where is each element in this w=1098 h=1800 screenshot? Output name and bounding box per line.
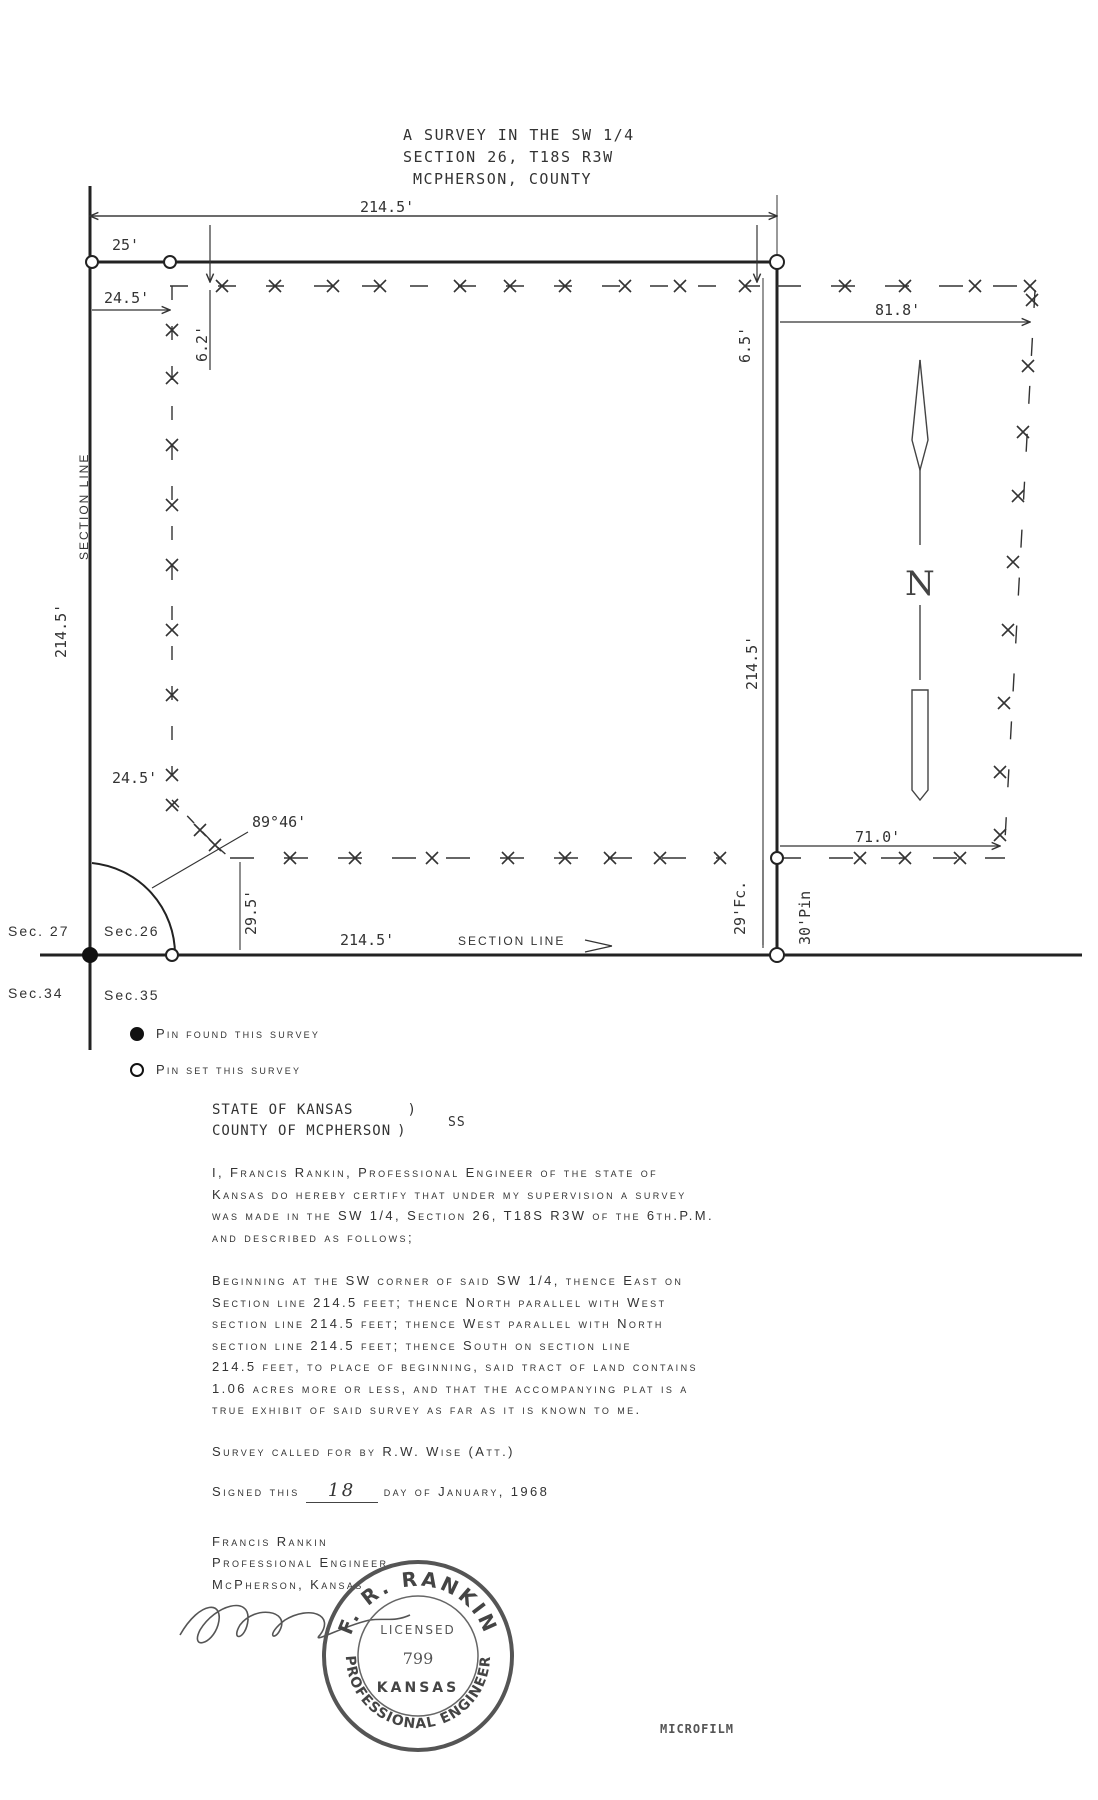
fence-x-mark bbox=[1002, 624, 1014, 636]
fence-x-mark bbox=[714, 852, 726, 864]
fence-x-mark bbox=[1022, 360, 1034, 372]
fence-x-mark bbox=[994, 829, 1006, 841]
dim-inner-offset-top: 24.5' bbox=[104, 289, 150, 307]
desc-line: 214.5 feet, to place of beginning, said tract of land contains bbox=[212, 1359, 698, 1374]
fence-x-mark bbox=[994, 766, 1006, 778]
legend-found bbox=[130, 1026, 320, 1041]
pin-found-icon bbox=[130, 1027, 144, 1041]
signed-line bbox=[212, 1480, 912, 1503]
venue-block: STATE OF KANSAS ) COUNTY OF MCPHERSON ) SS bbox=[212, 1102, 466, 1139]
signer-place: McPherson, Kansas bbox=[212, 1576, 364, 1592]
label-sec34: Sec.34 bbox=[8, 985, 64, 1001]
dim-bottom-total: 214.5' bbox=[340, 931, 395, 949]
fence-x-mark bbox=[426, 852, 438, 864]
cert-line: was made in the SW 1/4, Section 26, T18S R3W of the 6th.P.M. bbox=[212, 1208, 714, 1223]
title-line-2: SECTION 26, T18S R3W bbox=[403, 148, 614, 166]
legend-set bbox=[130, 1062, 301, 1077]
pin-set-ne bbox=[770, 255, 784, 269]
dim-top-total: 214.5' bbox=[360, 198, 415, 216]
dim-east-pin: 30'Pin bbox=[796, 890, 814, 945]
title-line-3: MCPHERSON, COUNTY bbox=[413, 170, 593, 188]
description-paragraph bbox=[212, 1270, 912, 1421]
certification-statement bbox=[212, 1100, 912, 1595]
dim-left-drop: 6.2' bbox=[193, 325, 211, 362]
fence-x-mark bbox=[854, 852, 866, 864]
pin-found-sw bbox=[83, 948, 97, 962]
dim-bottom-ext: 71.0' bbox=[855, 828, 901, 846]
dim-south-setback: 29.5' bbox=[242, 889, 260, 935]
seal-state: KANSAS bbox=[376, 1680, 460, 1696]
pin-set-nw bbox=[86, 256, 98, 268]
fence-x-mark bbox=[969, 280, 981, 292]
title-line-1: A SURVEY IN THE SW 1/4 bbox=[403, 126, 635, 144]
label-section-line-vertical: SECTION LINE bbox=[77, 452, 91, 560]
microfilm-stamp: MICROFILM bbox=[660, 1722, 735, 1736]
dim-sw-offset: 24.5' bbox=[112, 769, 158, 787]
county-label: COUNTY OF MCPHERSON bbox=[212, 1123, 392, 1139]
signer-name: Francis Rankin bbox=[212, 1533, 329, 1549]
dim-east-side: 214.5' bbox=[743, 635, 761, 690]
cert-line: Kansas do hereby certify that under my supervision a survey bbox=[212, 1186, 687, 1202]
fence-x-mark bbox=[998, 697, 1010, 709]
desc-line: section line 214.5 feet; thence West parallel with North bbox=[212, 1316, 664, 1331]
fence-x-mark bbox=[1017, 426, 1029, 438]
ss-label: SS bbox=[448, 1115, 466, 1130]
dim-angle: 89°46' bbox=[252, 813, 307, 831]
fence-x-mark bbox=[674, 280, 686, 292]
legend-set-label: Pin set this survey bbox=[156, 1062, 302, 1077]
north-label: N bbox=[905, 564, 935, 604]
dim-west-side: 214.5' bbox=[52, 603, 70, 658]
label-section-line-horizontal: SECTION LINE bbox=[458, 934, 566, 948]
label-sec27: Sec. 27 bbox=[8, 923, 70, 939]
state-label: STATE OF KANSAS bbox=[212, 1102, 354, 1118]
seal-bottom-text: PROFESSIONAL ENGINEER bbox=[341, 1654, 495, 1733]
signed-prefix: Signed this bbox=[212, 1484, 300, 1499]
pin-set-e bbox=[771, 852, 783, 864]
dim-east-ext: 81.8' bbox=[875, 301, 921, 319]
signed-day: 18 bbox=[306, 1480, 378, 1503]
signed-suffix: day of January, 1968 bbox=[383, 1484, 550, 1499]
seal-top-text: F. R. RANKIN bbox=[333, 1566, 503, 1638]
desc-line: Section line 214.5 feet; thence North parallel with West bbox=[212, 1294, 667, 1310]
called-for-line: Survey called for by R.W. Wise (Att.) bbox=[212, 1443, 515, 1459]
pin-set-s bbox=[166, 949, 178, 961]
desc-line: Beginning at the SW corner of said SW 1/4, thence East on bbox=[212, 1273, 684, 1288]
dim-top-offset: 25' bbox=[112, 236, 140, 254]
fence-x-mark bbox=[1012, 490, 1024, 502]
certification-paragraph bbox=[212, 1162, 912, 1248]
pin-set-n bbox=[164, 256, 176, 268]
dim-east-fc: 29'Fc. bbox=[731, 880, 749, 935]
label-sec35: Sec.35 bbox=[104, 987, 160, 1003]
fence-x-mark bbox=[166, 499, 178, 511]
signer-title: Professional Engineer bbox=[212, 1555, 389, 1570]
label-sec26: Sec.26 bbox=[104, 923, 160, 939]
cert-line: I, Francis Rankin, Professional Engineer of the state of bbox=[212, 1165, 658, 1180]
seal-number: 799 bbox=[402, 1649, 434, 1668]
cert-line: and described as follows; bbox=[212, 1229, 414, 1245]
fence-x-mark bbox=[194, 824, 206, 836]
fence-x-mark bbox=[1026, 294, 1038, 306]
desc-line: 1.06 acres more or less, and that the accompanying plat is a bbox=[212, 1380, 689, 1396]
pin-set-se bbox=[770, 948, 784, 962]
seal-middle: LICENSED bbox=[380, 1623, 456, 1637]
engineer-seal-icon bbox=[318, 1556, 518, 1756]
dim-right-drop: 6.5' bbox=[736, 326, 754, 363]
desc-line: section line 214.5 feet; thence South on section line bbox=[212, 1337, 632, 1353]
fence-x-mark bbox=[166, 624, 178, 636]
desc-line: true exhibit of said survey as far as it is known to me. bbox=[212, 1402, 642, 1417]
fence-x-mark bbox=[1024, 280, 1036, 292]
fence-x-mark bbox=[619, 280, 631, 292]
pin-set-icon bbox=[130, 1063, 144, 1077]
fence-x-mark bbox=[1007, 556, 1019, 568]
legend-found-label: Pin found this survey bbox=[156, 1026, 321, 1041]
